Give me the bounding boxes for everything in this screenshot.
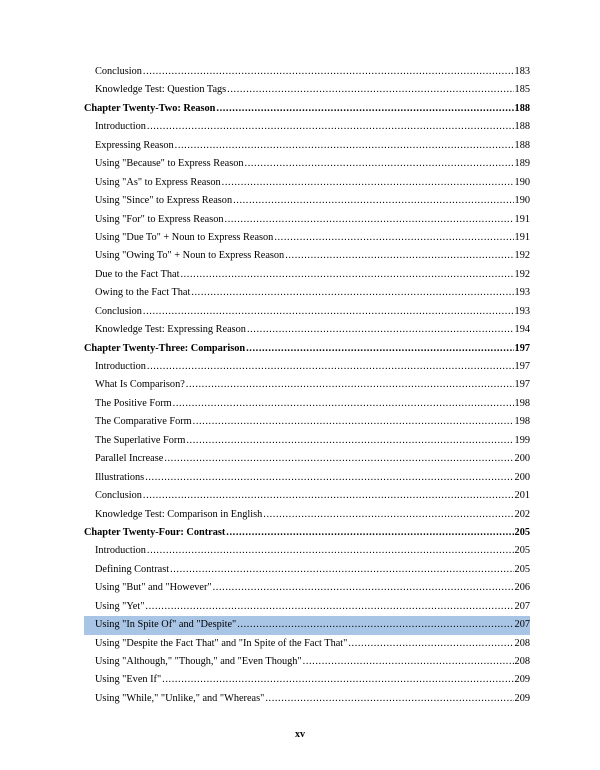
page-number: xv — [295, 729, 305, 740]
toc-entry-page: 183 — [514, 66, 530, 77]
toc-entry[interactable] — [84, 266, 530, 284]
toc-entry-page: 208 — [514, 637, 530, 649]
toc-entry[interactable] — [84, 376, 530, 394]
toc-entry-title: Using "Owing To" + Noun to Express Reason — [95, 250, 285, 262]
toc-entry[interactable] — [84, 432, 530, 450]
toc-entry[interactable] — [84, 671, 530, 689]
toc-entry-title: Defining Contrast — [95, 563, 170, 575]
toc-entry-title: Using "While," "Unlike," and "Whereas" — [95, 692, 265, 704]
toc-entry[interactable] — [84, 137, 530, 155]
toc-entry-page: 193 — [514, 305, 530, 317]
toc-entry-page: 205 — [514, 526, 530, 538]
toc-dot-leader — [191, 284, 513, 302]
toc-entry-title: Knowledge Test: Comparison in English — [95, 508, 263, 520]
toc-entry-title: Knowledge Test: Question Tags — [95, 84, 227, 96]
toc-dot-leader — [225, 211, 514, 229]
toc-dot-leader — [237, 616, 513, 634]
toc-entry-page: 207 — [514, 600, 530, 612]
toc-entry-title: Using "But" and "However" — [95, 582, 212, 594]
toc-dot-leader — [247, 321, 514, 339]
toc-entry-page: 192 — [514, 268, 530, 280]
toc-entry-title: Parallel Increase — [95, 453, 164, 465]
toc-entry-page: 185 — [514, 84, 530, 96]
toc-entry-page: 200 — [514, 453, 530, 465]
toc-dot-leader — [233, 192, 513, 210]
toc-entry-page: 199 — [514, 434, 530, 446]
toc-dot-leader — [145, 469, 513, 487]
toc-dot-leader — [173, 395, 514, 413]
toc-entry-title: Using "Due To" + Noun to Express Reason — [95, 231, 274, 243]
toc-entry[interactable] — [84, 469, 530, 487]
toc-entry-page: 192 — [514, 250, 530, 262]
toc-entry-page: 188 — [514, 139, 530, 151]
toc-entry-title: Chapter Twenty-Three: Comparison — [84, 342, 246, 354]
toc-entry-page: 191 — [514, 231, 530, 243]
toc-dot-leader — [274, 229, 513, 247]
toc-entry[interactable] — [84, 229, 530, 247]
toc-dot-leader — [162, 671, 513, 689]
toc-entry-title: Using "Because" to Express Reason — [95, 158, 244, 170]
toc-entry-page: 198 — [514, 397, 530, 409]
toc-dot-leader — [147, 118, 514, 136]
toc-entry[interactable] — [84, 579, 530, 597]
toc-entry[interactable] — [84, 561, 530, 579]
toc-dot-leader — [213, 579, 514, 597]
table-of-contents — [84, 63, 530, 708]
toc-entry[interactable] — [84, 635, 530, 653]
toc-dot-leader — [285, 247, 513, 265]
toc-dot-leader — [263, 506, 513, 524]
toc-dot-leader — [186, 376, 514, 394]
toc-dot-leader — [143, 303, 514, 321]
toc-entry-title: Using "As" to Express Reason — [95, 176, 221, 188]
toc-entry-page: 206 — [514, 582, 530, 594]
toc-entry-title: Introduction — [95, 121, 146, 133]
toc-chapter-entry[interactable] — [84, 524, 530, 542]
toc-dot-leader — [175, 137, 514, 155]
toc-entry-page: 201 — [514, 490, 530, 502]
toc-entry[interactable] — [84, 358, 530, 376]
toc-entry-title: Using "Even If" — [95, 674, 162, 686]
toc-entry-title: Using "Despite the Fact That" and "In Spite of the Fact That" — [95, 637, 348, 649]
toc-entry-title: Illustrations — [95, 471, 145, 483]
toc-entry-page: 205 — [514, 563, 530, 575]
toc-entry-page: 188 — [514, 121, 530, 133]
toc-dot-leader — [226, 524, 513, 542]
toc-entry[interactable] — [84, 487, 530, 505]
toc-entry[interactable] — [84, 284, 530, 302]
toc-entry-page: 191 — [514, 213, 530, 225]
toc-entry-title: Knowledge Test: Expressing Reason — [95, 324, 246, 336]
toc-dot-leader — [164, 450, 513, 468]
toc-entry-page: 188 — [514, 102, 530, 114]
toc-entry-page: 200 — [514, 471, 530, 483]
toc-entry[interactable] — [84, 653, 530, 671]
toc-entry[interactable] — [84, 118, 530, 136]
toc-entry[interactable] — [84, 192, 530, 210]
toc-entry-page: 197 — [514, 361, 530, 372]
toc-entry-title: Introduction — [95, 545, 146, 557]
toc-dot-leader — [147, 358, 514, 376]
toc-dot-leader — [216, 100, 513, 118]
toc-dot-leader — [245, 155, 514, 173]
toc-entry[interactable] — [84, 690, 530, 708]
toc-entry[interactable] — [84, 616, 530, 634]
toc-entry-page: 207 — [514, 619, 530, 631]
toc-entry-title: Due to the Fact That — [95, 268, 180, 280]
toc-entry-title: Owing to the Fact That — [95, 287, 191, 299]
toc-entry-page: 208 — [514, 656, 530, 667]
toc-entry-page: 190 — [514, 176, 530, 188]
toc-entry-page: 209 — [514, 674, 530, 686]
toc-entry-title: The Superlative Form — [95, 434, 186, 446]
toc-entry-title: Using "For" to Express Reason — [95, 213, 224, 225]
toc-entry[interactable] — [84, 247, 530, 265]
toc-dot-leader — [147, 542, 514, 560]
toc-dot-leader — [348, 635, 513, 653]
toc-entry-title: Conclusion — [95, 66, 142, 77]
toc-entry-page: 197 — [514, 379, 530, 391]
toc-entry-title: The Positive Form — [95, 397, 172, 409]
toc-entry[interactable] — [84, 542, 530, 560]
toc-dot-leader — [265, 690, 513, 708]
toc-dot-leader — [143, 487, 514, 505]
toc-entry[interactable] — [84, 63, 530, 81]
toc-entry[interactable] — [84, 395, 530, 413]
toc-entry-page: 198 — [514, 416, 530, 428]
toc-entry[interactable] — [84, 303, 530, 321]
toc-entry[interactable] — [84, 174, 530, 192]
toc-dot-leader — [222, 174, 514, 192]
toc-entry-title: The Comparative Form — [95, 416, 192, 428]
toc-entry-page: 193 — [514, 287, 530, 299]
toc-entry-title: Chapter Twenty-Four: Contrast — [84, 526, 226, 538]
toc-dot-leader — [246, 340, 513, 358]
toc-entry-page: 202 — [514, 508, 530, 520]
toc-entry-page: 197 — [514, 342, 530, 354]
toc-entry-title: Conclusion — [95, 305, 142, 317]
toc-entry[interactable] — [84, 321, 530, 339]
toc-entry-title: Conclusion — [95, 490, 142, 502]
toc-entry[interactable] — [84, 155, 530, 173]
toc-entry[interactable] — [84, 598, 530, 616]
toc-dot-leader — [193, 413, 514, 431]
toc-entry-page: 189 — [514, 158, 530, 170]
toc-entry-title: Using "Since" to Express Reason — [95, 195, 233, 207]
toc-entry-title: What Is Comparison? — [95, 379, 185, 391]
toc-entry[interactable] — [84, 211, 530, 229]
toc-dot-leader — [303, 653, 514, 671]
toc-entry-title: Using "Yet" — [95, 600, 145, 612]
toc-entry-page: 209 — [514, 692, 530, 704]
toc-dot-leader — [170, 561, 513, 579]
toc-entry-title: Using "Although," "Though," and "Even Though" — [95, 656, 302, 667]
toc-chapter-entry[interactable] — [84, 100, 530, 118]
toc-entry[interactable] — [84, 81, 530, 99]
toc-entry-page: 194 — [514, 324, 530, 336]
toc-chapter-entry[interactable] — [84, 340, 530, 358]
toc-dot-leader — [145, 598, 513, 616]
toc-entry-title: Using "In Spite Of" and "Despite" — [95, 619, 237, 631]
toc-entry-title: Expressing Reason — [95, 139, 174, 151]
toc-entry[interactable] — [84, 450, 530, 468]
toc-entry[interactable] — [84, 506, 530, 524]
toc-entry-page: 190 — [514, 195, 530, 207]
toc-dot-leader — [186, 432, 513, 450]
toc-entry-title: Introduction — [95, 361, 146, 372]
toc-dot-leader — [143, 63, 514, 81]
toc-dot-leader — [180, 266, 513, 284]
toc-entry-title: Chapter Twenty-Two: Reason — [84, 102, 216, 114]
toc-dot-leader — [227, 81, 513, 99]
toc-entry[interactable] — [84, 413, 530, 431]
toc-entry-page: 205 — [514, 545, 530, 557]
